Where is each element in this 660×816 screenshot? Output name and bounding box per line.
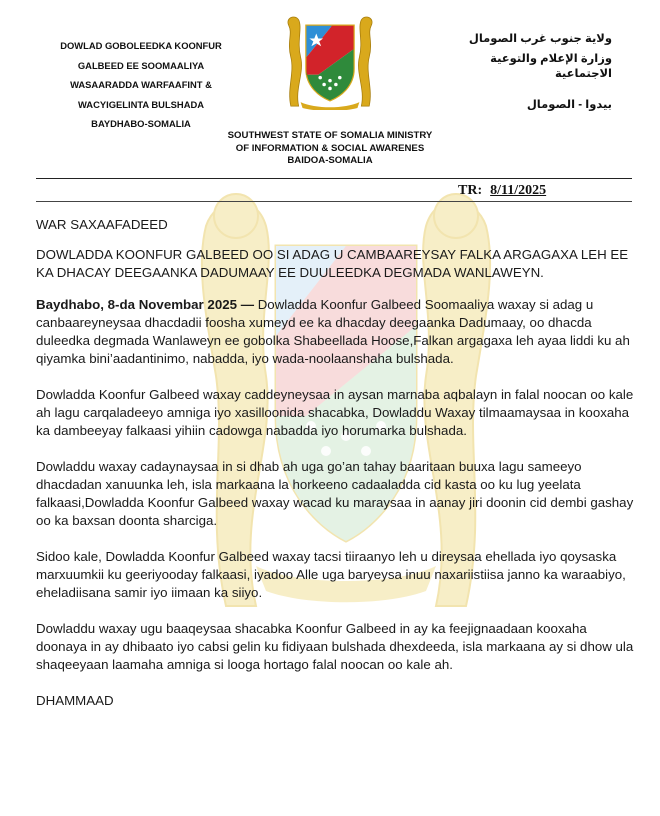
header-left-line: WASAARADDA WARFAAFINT & <box>70 79 212 90</box>
header-right-line: بيدوا - الصومال <box>526 99 612 111</box>
closing: DHAMMAAD <box>36 693 114 708</box>
reference-label: TR: <box>458 183 483 198</box>
header-center-line: OF INFORMATION & SOCIAL AWARENES <box>235 142 425 154</box>
header-left-line: BAYDHABO-SOMALIA <box>91 118 191 129</box>
paragraph: Dowladda Koonfur Galbeed waxay caddeyneysaa in aysan marnaba aqbalayn in falal noocan oo kale ah lagu carqaladeeyo amniga iyo xasilloonida shacabka, Dowladdu Waxay tilmaamaysaa in kooxaha ka dambeeyay falkaasi yihiin cadowga nabadda iyo horumarka bulshada. <box>36 387 634 438</box>
header-left-line: WACYIGELINTA BULSHADA <box>77 98 205 110</box>
header-left-line: GALBEED EE SOOMAALIYA <box>77 59 205 71</box>
ministry-name-english <box>180 130 480 168</box>
reference-line <box>458 183 546 199</box>
paragraph: Dowladdu waxay ugu baaqeysaa shacabka Koonfur Galbeed in ay ka feejignaadaan kooxaha doonaya in ay dhibaato iyo cabsi gelin ku fidiyaan bulshada dhexdeeda, isla markaana ay si dhow ula shaqeeyaan laamaha amniga si looga hortago falal noocan oo kale ah. <box>36 621 634 672</box>
header-right-line: ولاية جنوب غرب الصومال <box>468 33 612 45</box>
document-type-label: WAR SAXAAFADEED <box>36 217 168 232</box>
headline: DOWLADDA KOONFUR GALBEED OO SI ADAG U CAMBAAREYSAY FALKA ARGAGAXA LEH EE KA DHACAY DEEGAANKA DADUMAAY EE DUULEEDKA DEGMADA WANLAWEYN. <box>36 247 629 280</box>
header-center-line: SOUTHWEST STATE OF SOMALIA MINISTRY <box>227 130 433 141</box>
header-left-line: DOWLAD GOBOLEEDKA KOONFUR <box>60 40 222 51</box>
press-release-body <box>36 216 636 710</box>
dateline: Baydhabo, 8-da Novembar 2025 — <box>36 297 254 312</box>
ministry-name-arabic <box>432 32 612 113</box>
header-divider <box>36 178 632 179</box>
southwest-state-emblem-icon <box>281 12 379 110</box>
reference-divider <box>36 201 632 202</box>
ministry-name-somali <box>36 36 246 134</box>
paragraph <box>36 296 636 368</box>
paragraph: Dowladdu waxay cadaynaysaa in si dhab ah uga go’an tahay baaritaan buuxa lagu sameeyo dhacdadan xanuunka leh, isla markaana la horkeeno cadaaladda cid kasta oo ku lug yeelata falkaasi,Dowladda Koonfur Galbeed waxay wacad ku maraysaa in aanay jiri doonin cid dembi gashay oo ka baxsan doonta sharciga. <box>36 459 634 528</box>
reference-date: 8/11/2025 <box>490 183 547 198</box>
paragraph-text: Dowladda Koonfur Galbeed Soomaaliya waxay si adag u canbaareyneysaa dhacdadii foosha xumeyd ee ka dhacday deegaanka Dadumaay, oo dhacda duleedka degmada Wanlaweyn ee gobolka Shabeellada Hoose,Falkan argagaxa leh ayaa liddi ku ah qiyamka bini’aadantinimo, nabadda, iyo wada-noolaanshaha bulshada. <box>36 297 630 366</box>
paragraph: Sidoo kale, Dowladda Koonfur Galbeed waxay tacsi tiiraanyo leh u direysaa ehellada iyo qoysaska marxuumkii ku geeriyooday falkaasi, iyadoo Alle uga baryeysa inuu naxariistiisa janno ka waraabiyo, eheladiisana samir iyo iimaan ka siiyo. <box>36 549 626 600</box>
header-center-line: BAIDOA-SOMALIA <box>287 155 373 166</box>
header-right-line: الاجتماعية <box>554 68 612 80</box>
header-right-line: وزارة الإعلام والتوعية <box>490 53 612 65</box>
